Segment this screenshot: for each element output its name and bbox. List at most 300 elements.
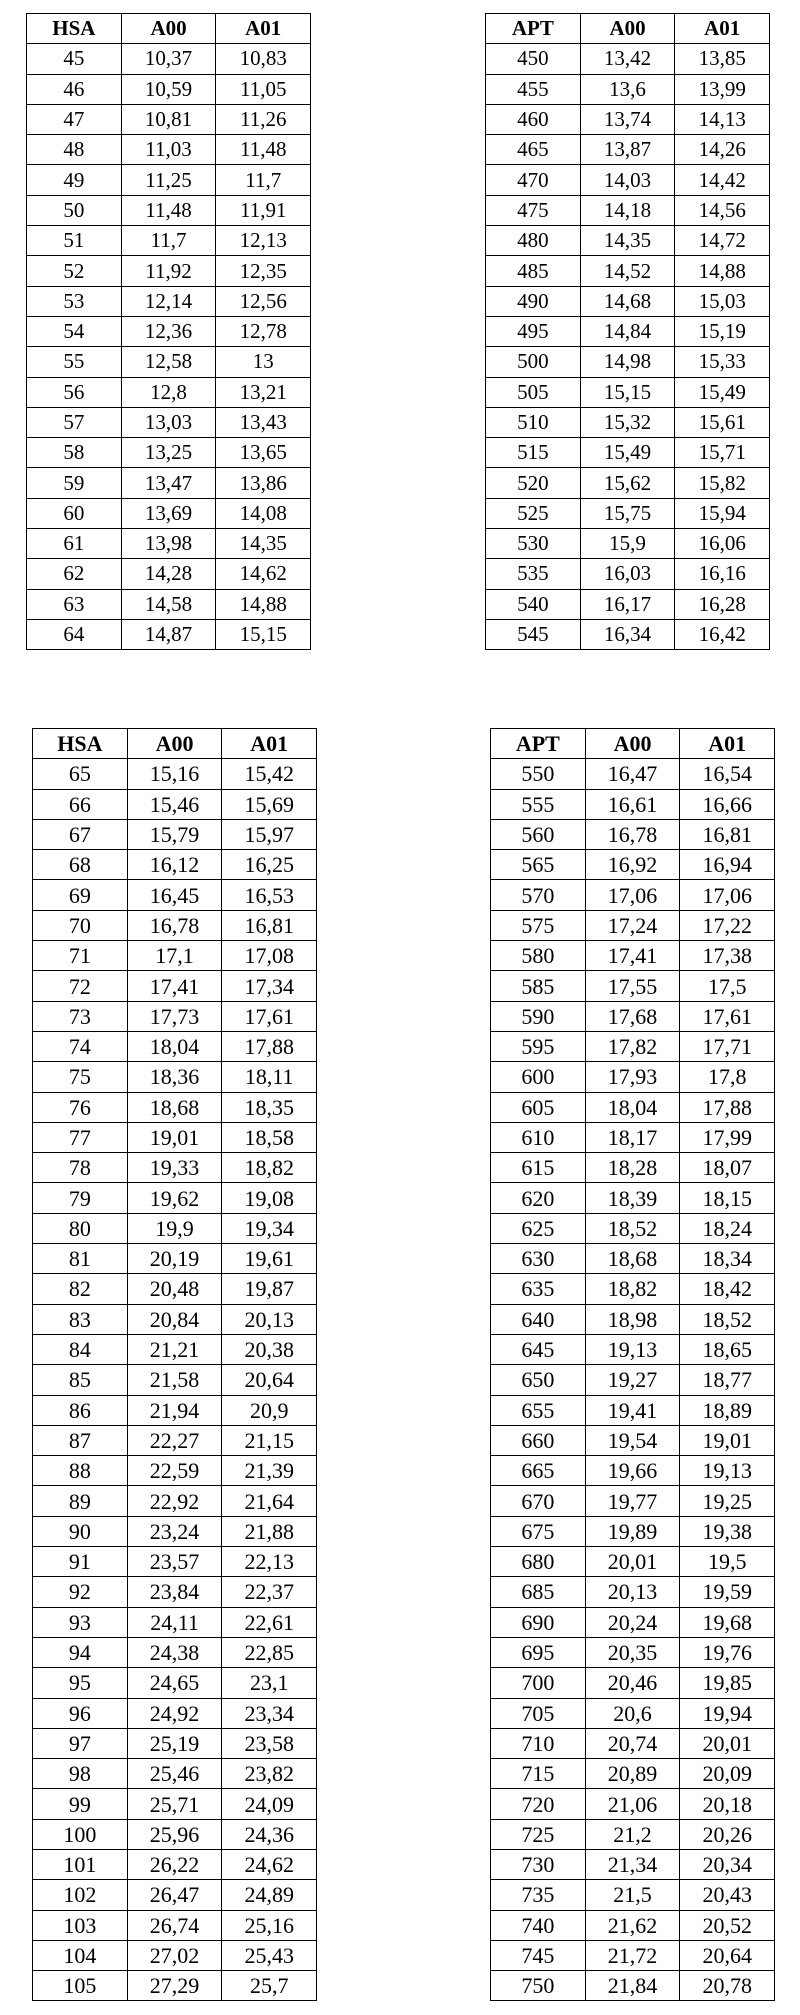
table-cell: 56 bbox=[27, 377, 122, 407]
table-cell: 20,01 bbox=[585, 1547, 680, 1577]
table-cell: 22,37 bbox=[222, 1577, 317, 1607]
table-cell: 24,62 bbox=[222, 1849, 317, 1879]
table-cell: 21,62 bbox=[585, 1910, 680, 1940]
table-cell: 81 bbox=[33, 1244, 128, 1274]
table-cell: 15,61 bbox=[675, 407, 770, 437]
table-cell: 470 bbox=[486, 165, 581, 195]
table-cell: 19,38 bbox=[680, 1516, 775, 1546]
table-cell: 15,16 bbox=[127, 759, 222, 789]
column-header: A00 bbox=[127, 729, 222, 759]
table-cell: 490 bbox=[486, 286, 581, 316]
table-cell: 15,15 bbox=[216, 619, 311, 649]
table-cell: 17,93 bbox=[585, 1062, 680, 1092]
table-cell: 18,77 bbox=[680, 1365, 775, 1395]
table-cell: 20,26 bbox=[680, 1819, 775, 1849]
table-cell: 91 bbox=[33, 1547, 128, 1577]
table-cell: 92 bbox=[33, 1577, 128, 1607]
table-cell: 605 bbox=[491, 1092, 586, 1122]
table-cell: 51 bbox=[27, 226, 122, 256]
table-row bbox=[486, 468, 770, 498]
table-row bbox=[486, 256, 770, 286]
table-cell: 14,88 bbox=[675, 256, 770, 286]
table-cell: 19,34 bbox=[222, 1213, 317, 1243]
table-row bbox=[491, 1607, 775, 1637]
table-cell: 21,58 bbox=[127, 1365, 222, 1395]
table-cell: 85 bbox=[33, 1365, 128, 1395]
table-cell: 17,88 bbox=[222, 1031, 317, 1061]
table-cell: 515 bbox=[486, 438, 581, 468]
table-header-row bbox=[491, 729, 775, 759]
table-cell: 17,08 bbox=[222, 941, 317, 971]
table-row bbox=[33, 1849, 317, 1879]
table-row bbox=[491, 1365, 775, 1395]
table-cell: 69 bbox=[33, 880, 128, 910]
table-cell: 20,43 bbox=[680, 1880, 775, 1910]
column-header: A01 bbox=[680, 729, 775, 759]
table-cell: 20,35 bbox=[585, 1637, 680, 1667]
table-cell: 66 bbox=[33, 789, 128, 819]
table-row bbox=[27, 468, 311, 498]
table-cell: 10,83 bbox=[216, 44, 311, 74]
table-row bbox=[33, 880, 317, 910]
table-cell: 11,92 bbox=[121, 256, 216, 286]
table-cell: 14,98 bbox=[580, 347, 675, 377]
table-cell: 15,71 bbox=[675, 438, 770, 468]
table-cell: 635 bbox=[491, 1274, 586, 1304]
table-cell: 17,68 bbox=[585, 1001, 680, 1031]
table-row bbox=[491, 789, 775, 819]
table-cell: 55 bbox=[27, 347, 122, 377]
table-cell: 18,11 bbox=[222, 1062, 317, 1092]
table-cell: 13,98 bbox=[121, 529, 216, 559]
table-cell: 15,32 bbox=[580, 407, 675, 437]
table-row bbox=[491, 910, 775, 940]
table-row bbox=[491, 1637, 775, 1667]
table-row bbox=[33, 1213, 317, 1243]
table-cell: 19,76 bbox=[680, 1637, 775, 1667]
table-cell: 14,84 bbox=[580, 316, 675, 346]
table-cell: 25,96 bbox=[127, 1819, 222, 1849]
table-cell: 17,24 bbox=[585, 910, 680, 940]
table-row bbox=[33, 1274, 317, 1304]
table-cell: 18,39 bbox=[585, 1183, 680, 1213]
table-row bbox=[27, 74, 311, 104]
column-header: A00 bbox=[121, 14, 216, 44]
table-cell: 12,14 bbox=[121, 286, 216, 316]
table-cell: 15,19 bbox=[675, 316, 770, 346]
table-row bbox=[486, 559, 770, 589]
table-row bbox=[491, 759, 775, 789]
table-cell: 500 bbox=[486, 347, 581, 377]
table-row bbox=[33, 1001, 317, 1031]
table-cell: 13,25 bbox=[121, 438, 216, 468]
table-cell: 27,29 bbox=[127, 1971, 222, 2001]
table-cell: 16,42 bbox=[675, 619, 770, 649]
table-row bbox=[486, 44, 770, 74]
table-cell: 52 bbox=[27, 256, 122, 286]
table-cell: 68 bbox=[33, 850, 128, 880]
table-cell: 11,7 bbox=[216, 165, 311, 195]
table-cell: 23,84 bbox=[127, 1577, 222, 1607]
table-row bbox=[491, 971, 775, 1001]
column-header: APT bbox=[486, 14, 581, 44]
table-cell: 21,2 bbox=[585, 1819, 680, 1849]
table-cell: 710 bbox=[491, 1728, 586, 1758]
table-cell: 19,13 bbox=[680, 1456, 775, 1486]
table-cell: 530 bbox=[486, 529, 581, 559]
table-row bbox=[27, 44, 311, 74]
table-cell: 24,38 bbox=[127, 1637, 222, 1667]
table-cell: 18,82 bbox=[222, 1153, 317, 1183]
table-cell: 18,28 bbox=[585, 1153, 680, 1183]
table-cell: 21,94 bbox=[127, 1395, 222, 1425]
table-cell: 24,89 bbox=[222, 1880, 317, 1910]
table-cell: 17,5 bbox=[680, 971, 775, 1001]
table-row bbox=[486, 498, 770, 528]
table-cell: 16,16 bbox=[675, 559, 770, 589]
table-cell: 14,35 bbox=[216, 529, 311, 559]
table-cell: 14,08 bbox=[216, 498, 311, 528]
table-row bbox=[491, 1304, 775, 1334]
table-cell: 550 bbox=[491, 759, 586, 789]
table-cell: 17,1 bbox=[127, 941, 222, 971]
table-row bbox=[486, 377, 770, 407]
table-cell: 25,16 bbox=[222, 1910, 317, 1940]
table-cell: 57 bbox=[27, 407, 122, 437]
table-row bbox=[27, 135, 311, 165]
table-row bbox=[33, 1880, 317, 1910]
table-cell: 595 bbox=[491, 1031, 586, 1061]
table-cell: 17,06 bbox=[680, 880, 775, 910]
table-row bbox=[33, 1607, 317, 1637]
table-cell: 480 bbox=[486, 226, 581, 256]
table-cell: 17,06 bbox=[585, 880, 680, 910]
table-cell: 22,85 bbox=[222, 1637, 317, 1667]
table-cell: 23,82 bbox=[222, 1759, 317, 1789]
table-cell: 48 bbox=[27, 135, 122, 165]
table-cell: 16,12 bbox=[127, 850, 222, 880]
table-row bbox=[486, 195, 770, 225]
table-row bbox=[491, 1092, 775, 1122]
table-cell: 525 bbox=[486, 498, 581, 528]
table-cell: 18,17 bbox=[585, 1122, 680, 1152]
table-cell: 97 bbox=[33, 1728, 128, 1758]
table-cell: 16,28 bbox=[675, 589, 770, 619]
table-cell: 18,04 bbox=[585, 1092, 680, 1122]
table-cell: 18,52 bbox=[680, 1304, 775, 1334]
table-header-row bbox=[33, 729, 317, 759]
table-row bbox=[33, 819, 317, 849]
table-cell: 25,7 bbox=[222, 1971, 317, 2001]
table-row bbox=[33, 1092, 317, 1122]
table-cell: 79 bbox=[33, 1183, 128, 1213]
table-row bbox=[33, 1759, 317, 1789]
table-cell: 18,36 bbox=[127, 1062, 222, 1092]
table-cell: 22,27 bbox=[127, 1425, 222, 1455]
table-cell: 730 bbox=[491, 1849, 586, 1879]
table-row bbox=[33, 1516, 317, 1546]
table-cell: 54 bbox=[27, 316, 122, 346]
table-cell: 21,34 bbox=[585, 1849, 680, 1879]
table-cell: 24,09 bbox=[222, 1789, 317, 1819]
table-cell: 13,42 bbox=[580, 44, 675, 74]
table-row bbox=[33, 1153, 317, 1183]
table-cell: 545 bbox=[486, 619, 581, 649]
table-cell: 98 bbox=[33, 1759, 128, 1789]
table-cell: 19,68 bbox=[680, 1607, 775, 1637]
table-cell: 18,89 bbox=[680, 1395, 775, 1425]
table-row bbox=[33, 1577, 317, 1607]
table-cell: 640 bbox=[491, 1304, 586, 1334]
table-cell: 20,01 bbox=[680, 1728, 775, 1758]
table-cell: 19,85 bbox=[680, 1668, 775, 1698]
table-row bbox=[491, 1940, 775, 1970]
table-cell: 13,69 bbox=[121, 498, 216, 528]
table-cell: 86 bbox=[33, 1395, 128, 1425]
table-cell: 25,19 bbox=[127, 1728, 222, 1758]
table-row bbox=[491, 1668, 775, 1698]
table-cell: 62 bbox=[27, 559, 122, 589]
table-cell: 17,61 bbox=[222, 1001, 317, 1031]
table-cell: 23,34 bbox=[222, 1698, 317, 1728]
table-row bbox=[33, 850, 317, 880]
table-cell: 14,62 bbox=[216, 559, 311, 589]
table-cell: 18,68 bbox=[585, 1244, 680, 1274]
table-cell: 77 bbox=[33, 1122, 128, 1152]
table-row bbox=[33, 941, 317, 971]
table-cell: 14,52 bbox=[580, 256, 675, 286]
table-cell: 16,47 bbox=[585, 759, 680, 789]
table-row bbox=[491, 1153, 775, 1183]
table-cell: 14,03 bbox=[580, 165, 675, 195]
table-cell: 725 bbox=[491, 1819, 586, 1849]
table-cell: 630 bbox=[491, 1244, 586, 1274]
table-cell: 58 bbox=[27, 438, 122, 468]
table-cell: 15,75 bbox=[580, 498, 675, 528]
table-row bbox=[486, 407, 770, 437]
table-header-row bbox=[27, 14, 311, 44]
table-cell: 475 bbox=[486, 195, 581, 225]
table-cell: 17,55 bbox=[585, 971, 680, 1001]
table-row bbox=[491, 1547, 775, 1577]
table-cell: 16,81 bbox=[680, 819, 775, 849]
table-cell: 455 bbox=[486, 74, 581, 104]
table-cell: 20,64 bbox=[222, 1365, 317, 1395]
table-cell: 19,5 bbox=[680, 1547, 775, 1577]
table-cell: 18,82 bbox=[585, 1274, 680, 1304]
table-cell: 60 bbox=[27, 498, 122, 528]
table-cell: 19,41 bbox=[585, 1395, 680, 1425]
table-row bbox=[486, 104, 770, 134]
table-cell: 17,38 bbox=[680, 941, 775, 971]
table-cell: 20,48 bbox=[127, 1274, 222, 1304]
table-cell: 535 bbox=[486, 559, 581, 589]
table-cell: 76 bbox=[33, 1092, 128, 1122]
table-row bbox=[486, 74, 770, 104]
table-cell: 15,03 bbox=[675, 286, 770, 316]
table-cell: 13,74 bbox=[580, 104, 675, 134]
table-row bbox=[491, 1819, 775, 1849]
table-cell: 20,46 bbox=[585, 1668, 680, 1698]
table-cell: 61 bbox=[27, 529, 122, 559]
table-cell: 78 bbox=[33, 1153, 128, 1183]
table-cell: 17,41 bbox=[127, 971, 222, 1001]
table-cell: 20,6 bbox=[585, 1698, 680, 1728]
apt-table-bottom bbox=[490, 728, 775, 2001]
table-cell: 465 bbox=[486, 135, 581, 165]
table-cell: 11,91 bbox=[216, 195, 311, 225]
table-cell: 700 bbox=[491, 1668, 586, 1698]
table-cell: 18,34 bbox=[680, 1244, 775, 1274]
table-row bbox=[491, 1274, 775, 1304]
table-row bbox=[491, 1425, 775, 1455]
table-row bbox=[33, 1789, 317, 1819]
table-cell: 15,33 bbox=[675, 347, 770, 377]
hsa-table-top bbox=[26, 13, 311, 650]
hsa-table-bottom bbox=[32, 728, 317, 2001]
table-cell: 13,99 bbox=[675, 74, 770, 104]
table-row bbox=[33, 971, 317, 1001]
table-cell: 11,05 bbox=[216, 74, 311, 104]
table-cell: 89 bbox=[33, 1486, 128, 1516]
table-row bbox=[491, 1759, 775, 1789]
table-cell: 450 bbox=[486, 44, 581, 74]
table-row bbox=[33, 1668, 317, 1698]
table-cell: 80 bbox=[33, 1213, 128, 1243]
table-cell: 16,78 bbox=[127, 910, 222, 940]
table-cell: 21,72 bbox=[585, 1940, 680, 1970]
table-cell: 65 bbox=[33, 759, 128, 789]
table-cell: 11,26 bbox=[216, 104, 311, 134]
table-cell: 18,07 bbox=[680, 1153, 775, 1183]
table-cell: 16,81 bbox=[222, 910, 317, 940]
table-cell: 520 bbox=[486, 468, 581, 498]
table-row bbox=[491, 1698, 775, 1728]
table-cell: 99 bbox=[33, 1789, 128, 1819]
table-cell: 20,52 bbox=[680, 1910, 775, 1940]
table-cell: 50 bbox=[27, 195, 122, 225]
table-cell: 15,62 bbox=[580, 468, 675, 498]
table-cell: 16,45 bbox=[127, 880, 222, 910]
table-row bbox=[33, 1819, 317, 1849]
table-cell: 19,87 bbox=[222, 1274, 317, 1304]
table-cell: 485 bbox=[486, 256, 581, 286]
table-row bbox=[491, 1183, 775, 1213]
table-cell: 83 bbox=[33, 1304, 128, 1334]
table-row bbox=[27, 226, 311, 256]
table-row bbox=[27, 104, 311, 134]
table-cell: 71 bbox=[33, 941, 128, 971]
table-cell: 14,42 bbox=[675, 165, 770, 195]
table-cell: 600 bbox=[491, 1062, 586, 1092]
table-cell: 665 bbox=[491, 1456, 586, 1486]
table-cell: 87 bbox=[33, 1425, 128, 1455]
table-cell: 13 bbox=[216, 347, 311, 377]
table-cell: 16,92 bbox=[585, 850, 680, 880]
table-cell: 11,48 bbox=[121, 195, 216, 225]
table-row bbox=[486, 589, 770, 619]
table-row bbox=[33, 759, 317, 789]
table-cell: 705 bbox=[491, 1698, 586, 1728]
table-cell: 15,97 bbox=[222, 819, 317, 849]
table-cell: 18,04 bbox=[127, 1031, 222, 1061]
table-cell: 20,24 bbox=[585, 1607, 680, 1637]
column-header: HSA bbox=[27, 14, 122, 44]
table-header-row bbox=[486, 14, 770, 44]
table-cell: 15,94 bbox=[675, 498, 770, 528]
table-row bbox=[33, 1062, 317, 1092]
table-row bbox=[491, 1395, 775, 1425]
table-cell: 16,25 bbox=[222, 850, 317, 880]
table-cell: 94 bbox=[33, 1637, 128, 1667]
table-cell: 22,59 bbox=[127, 1456, 222, 1486]
table-cell: 675 bbox=[491, 1516, 586, 1546]
table-cell: 17,8 bbox=[680, 1062, 775, 1092]
table-cell: 73 bbox=[33, 1001, 128, 1031]
table-cell: 19,9 bbox=[127, 1213, 222, 1243]
table-cell: 12,78 bbox=[216, 316, 311, 346]
column-header: A01 bbox=[216, 14, 311, 44]
table-row bbox=[33, 1244, 317, 1274]
table-cell: 22,61 bbox=[222, 1607, 317, 1637]
table-cell: 20,09 bbox=[680, 1759, 775, 1789]
table-row bbox=[491, 1516, 775, 1546]
table-cell: 17,88 bbox=[680, 1092, 775, 1122]
table-cell: 20,18 bbox=[680, 1789, 775, 1819]
table-row bbox=[33, 1122, 317, 1152]
table-cell: 14,26 bbox=[675, 135, 770, 165]
table-cell: 22,92 bbox=[127, 1486, 222, 1516]
table-cell: 95 bbox=[33, 1668, 128, 1698]
table-cell: 715 bbox=[491, 1759, 586, 1789]
table-cell: 84 bbox=[33, 1334, 128, 1364]
table-cell: 12,58 bbox=[121, 347, 216, 377]
table-cell: 720 bbox=[491, 1789, 586, 1819]
table-row bbox=[486, 619, 770, 649]
table-cell: 20,64 bbox=[680, 1940, 775, 1970]
table-cell: 16,66 bbox=[680, 789, 775, 819]
table-cell: 18,15 bbox=[680, 1183, 775, 1213]
table-cell: 47 bbox=[27, 104, 122, 134]
table-cell: 21,84 bbox=[585, 1971, 680, 2001]
table-cell: 20,74 bbox=[585, 1728, 680, 1758]
table-row bbox=[33, 1637, 317, 1667]
table-cell: 15,69 bbox=[222, 789, 317, 819]
table-cell: 585 bbox=[491, 971, 586, 1001]
table-cell: 70 bbox=[33, 910, 128, 940]
table-cell: 735 bbox=[491, 1880, 586, 1910]
table-cell: 88 bbox=[33, 1456, 128, 1486]
table-cell: 25,71 bbox=[127, 1789, 222, 1819]
table-row bbox=[491, 1334, 775, 1364]
table-row bbox=[491, 1486, 775, 1516]
table-row bbox=[491, 1213, 775, 1243]
table-cell: 13,03 bbox=[121, 407, 216, 437]
table-cell: 20,13 bbox=[585, 1577, 680, 1607]
table-cell: 565 bbox=[491, 850, 586, 880]
table-cell: 17,82 bbox=[585, 1031, 680, 1061]
table-cell: 13,85 bbox=[675, 44, 770, 74]
table-row bbox=[486, 226, 770, 256]
table-cell: 23,24 bbox=[127, 1516, 222, 1546]
table-cell: 104 bbox=[33, 1940, 128, 1970]
table-cell: 21,64 bbox=[222, 1486, 317, 1516]
table-cell: 695 bbox=[491, 1637, 586, 1667]
table-row bbox=[33, 910, 317, 940]
table-cell: 16,78 bbox=[585, 819, 680, 849]
table-cell: 90 bbox=[33, 1516, 128, 1546]
table-cell: 11,03 bbox=[121, 135, 216, 165]
